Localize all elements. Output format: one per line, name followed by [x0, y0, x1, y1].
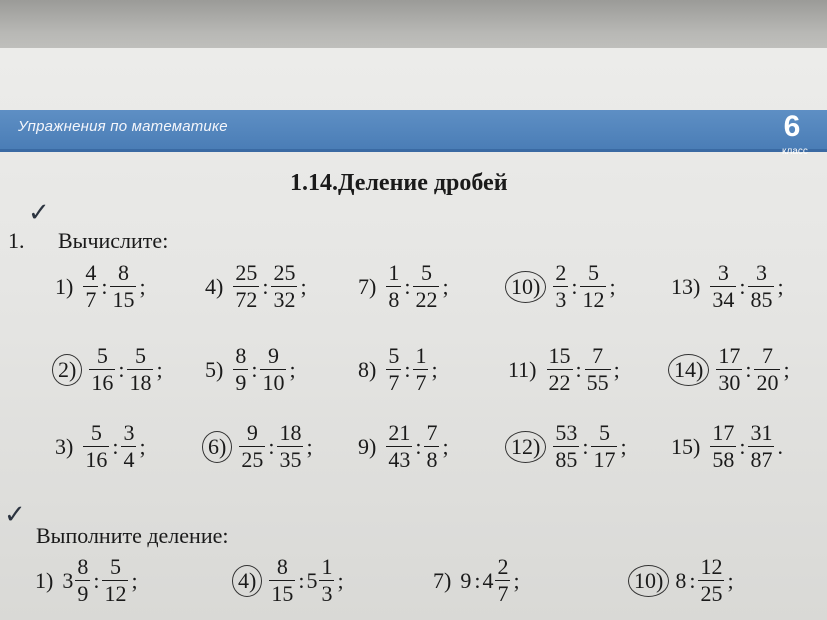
division-sign: : [575, 356, 582, 382]
punctuation: ; [337, 567, 344, 593]
punctuation: ; [431, 356, 438, 382]
fraction [553, 422, 579, 471]
punctuation: ; [620, 433, 627, 459]
exercise-label: 15) [671, 433, 701, 459]
division-sign: : [415, 433, 422, 459]
whole-number: 4 [482, 567, 494, 593]
task-prompt: Вычислите: [58, 228, 169, 253]
numerator: 4 [85, 260, 97, 285]
fraction [102, 556, 128, 605]
fraction [89, 345, 115, 394]
numerator: 8 [276, 554, 288, 579]
numerator: 17 [718, 343, 741, 368]
numerator: 5 [388, 343, 400, 368]
fraction [386, 262, 401, 311]
division-sign: : [582, 433, 589, 459]
punctuation: ; [613, 356, 620, 382]
numerator: 5 [109, 554, 121, 579]
header-title: Упражнения по математике [18, 118, 228, 135]
whole-number: 5 [306, 567, 318, 593]
denominator: 8 [426, 447, 438, 472]
denominator: 58 [712, 447, 735, 472]
fraction [754, 345, 780, 394]
exercise-label: 9) [358, 433, 377, 459]
exercise-item [355, 422, 451, 471]
punctuation: ; [289, 356, 296, 382]
exercise-item [202, 345, 298, 394]
denominator: 22 [415, 287, 438, 312]
division-sign: : [745, 356, 752, 382]
exercise-item [202, 422, 315, 471]
punctuation: ; [777, 273, 784, 299]
numerator: 9 [267, 343, 279, 368]
exercise-label: 12) [505, 431, 546, 463]
denominator: 7 [85, 287, 97, 312]
exercise-item [52, 345, 165, 394]
exercise-item [505, 262, 618, 311]
exercise-label: 10) [505, 271, 546, 303]
exercise-label: 2) [52, 354, 82, 386]
fraction [547, 345, 573, 394]
exercise-label: 14) [668, 354, 709, 386]
fraction [319, 556, 334, 605]
fraction [75, 556, 90, 605]
denominator: 9 [235, 370, 247, 395]
division-sign: : [118, 356, 125, 382]
numerator: 2 [555, 260, 567, 285]
exercise-item [52, 262, 148, 311]
denominator: 8 [388, 287, 400, 312]
denominator: 35 [279, 447, 302, 472]
denominator: 25 [700, 581, 723, 606]
denominator: 4 [123, 447, 135, 472]
punctuation: ; [442, 273, 449, 299]
numerator: 3 [123, 420, 135, 445]
numerator: 5 [587, 260, 599, 285]
punctuation: ; [306, 433, 313, 459]
numerator: 2 [497, 554, 509, 579]
numerator: 5 [90, 420, 102, 445]
exercise-item [668, 262, 786, 311]
numerator: 9 [246, 420, 258, 445]
fraction [716, 345, 742, 394]
header-divider [0, 149, 827, 152]
task-number: 1. [8, 228, 25, 253]
division-sign: : [298, 567, 305, 593]
fraction [127, 345, 153, 394]
punctuation: ; [139, 433, 146, 459]
numerator: 5 [134, 343, 146, 368]
denominator: 34 [712, 287, 735, 312]
grade-number: 6 [783, 110, 801, 143]
whole-number: 9 [460, 567, 472, 593]
checkmark-icon: ✓ [4, 500, 26, 530]
fraction [424, 422, 439, 471]
denominator: 3 [555, 287, 567, 312]
fraction [83, 262, 98, 311]
fraction [386, 422, 412, 471]
exercise-label: 7) [433, 567, 452, 593]
numerator: 5 [598, 420, 610, 445]
fraction [553, 262, 568, 311]
division-sign: : [268, 433, 275, 459]
denominator: 22 [548, 370, 571, 395]
punctuation: ; [300, 273, 307, 299]
fraction [233, 262, 259, 311]
denominator: 10 [262, 370, 285, 395]
fraction [239, 422, 265, 471]
fraction [260, 345, 286, 394]
exercise-label: 4) [232, 565, 262, 597]
exercise-item [355, 262, 451, 311]
denominator: 12 [582, 287, 605, 312]
denominator: 43 [388, 447, 411, 472]
exercise-label: 6) [202, 431, 232, 463]
grade-label: класс [782, 146, 808, 157]
numerator: 15 [548, 343, 571, 368]
numerator: 25 [273, 260, 296, 285]
exercise-label: 5) [205, 356, 224, 382]
denominator: 16 [91, 370, 114, 395]
denominator: 20 [756, 370, 779, 395]
task2-prompt: Выполните деление: [36, 523, 229, 548]
denominator: 18 [129, 370, 152, 395]
division-sign: : [571, 273, 578, 299]
exercise-item [668, 422, 785, 471]
denominator: 72 [235, 287, 258, 312]
numerator: 17 [712, 420, 735, 445]
fraction [386, 345, 401, 394]
punctuation: ; [131, 567, 138, 593]
numerator: 1 [321, 554, 333, 579]
division-sign: : [689, 567, 696, 593]
exercise-item [202, 262, 309, 311]
numerator: 7 [426, 420, 438, 445]
division-sign: : [101, 273, 108, 299]
fraction [698, 556, 724, 605]
denominator: 7 [497, 581, 509, 606]
exercise-label: 10) [628, 565, 669, 597]
division-sign: : [93, 567, 100, 593]
fraction [269, 556, 295, 605]
denominator: 30 [718, 370, 741, 395]
fraction [748, 422, 774, 471]
fraction [585, 345, 611, 394]
numerator: 8 [235, 343, 247, 368]
numerator: 18 [279, 420, 302, 445]
fraction [413, 345, 428, 394]
denominator: 25 [241, 447, 264, 472]
denominator: 55 [586, 370, 609, 395]
denominator: 3 [321, 581, 333, 606]
denominator: 12 [104, 581, 127, 606]
fraction [233, 345, 248, 394]
exercise-label: 3) [55, 433, 74, 459]
fraction [495, 556, 510, 605]
punctuation: . [777, 433, 783, 459]
exercise-label: 7) [358, 273, 377, 299]
exercise-item [232, 556, 346, 605]
punctuation: ; [139, 273, 146, 299]
numerator: 53 [555, 420, 578, 445]
fraction [121, 422, 136, 471]
denominator: 9 [77, 581, 89, 606]
exercise-label: 8) [358, 356, 377, 382]
division-sign: : [262, 273, 269, 299]
division-sign: : [404, 356, 411, 382]
exercise-label: 1) [55, 273, 74, 299]
bleed-through [650, 178, 655, 199]
division-sign: : [251, 356, 258, 382]
numerator: 1 [388, 260, 400, 285]
background-top [0, 0, 827, 55]
whole-number: 3 [62, 567, 74, 593]
exercise-item [628, 556, 736, 605]
fraction [580, 262, 606, 311]
numerator: 12 [700, 554, 723, 579]
division-sign: : [474, 567, 481, 593]
fraction [413, 262, 439, 311]
punctuation: ; [783, 356, 790, 382]
numerator: 8 [117, 260, 129, 285]
numerator: 5 [420, 260, 432, 285]
numerator: 25 [235, 260, 258, 285]
numerator: 5 [96, 343, 108, 368]
numerator: 7 [761, 343, 773, 368]
exercise-item [668, 345, 792, 394]
numerator: 7 [592, 343, 604, 368]
division-sign: : [112, 433, 119, 459]
punctuation: ; [156, 356, 163, 382]
exercise-item [52, 422, 148, 471]
whole-number: 8 [675, 567, 687, 593]
exercise-label: 13) [671, 273, 701, 299]
exercise-label: 11) [508, 356, 537, 382]
punctuation: ; [609, 273, 616, 299]
denominator: 7 [388, 370, 400, 395]
punctuation: ; [442, 433, 449, 459]
numerator: 8 [77, 554, 89, 579]
fraction [271, 262, 297, 311]
denominator: 15 [112, 287, 135, 312]
numerator: 21 [388, 420, 411, 445]
denominator: 32 [273, 287, 296, 312]
denominator: 17 [593, 447, 616, 472]
checkmark-icon: ✓ [28, 198, 50, 228]
numerator: 3 [717, 260, 729, 285]
exercise-item [505, 422, 629, 471]
division-sign: : [404, 273, 411, 299]
exercise-label: 4) [205, 273, 224, 299]
exercise-label: 1) [35, 567, 54, 593]
fraction [748, 262, 774, 311]
fraction [710, 422, 736, 471]
division-sign: : [739, 273, 746, 299]
exercise-item [355, 345, 440, 394]
punctuation: ; [727, 567, 734, 593]
denominator: 85 [750, 287, 773, 312]
denominator: 85 [555, 447, 578, 472]
numerator: 3 [755, 260, 767, 285]
fraction [710, 262, 736, 311]
numerator: 31 [750, 420, 773, 445]
punctuation: ; [513, 567, 520, 593]
fraction [591, 422, 617, 471]
fraction [110, 262, 136, 311]
denominator: 7 [415, 370, 427, 395]
fraction [83, 422, 109, 471]
denominator: 87 [750, 447, 773, 472]
exercise-item [505, 345, 622, 394]
exercise-item [32, 556, 140, 605]
fraction [277, 422, 303, 471]
numerator: 1 [415, 343, 427, 368]
section-title: 1.14.Деление дробей [290, 170, 508, 196]
denominator: 16 [85, 447, 108, 472]
exercise-item [430, 556, 522, 605]
denominator: 15 [271, 581, 294, 606]
division-sign: : [739, 433, 746, 459]
